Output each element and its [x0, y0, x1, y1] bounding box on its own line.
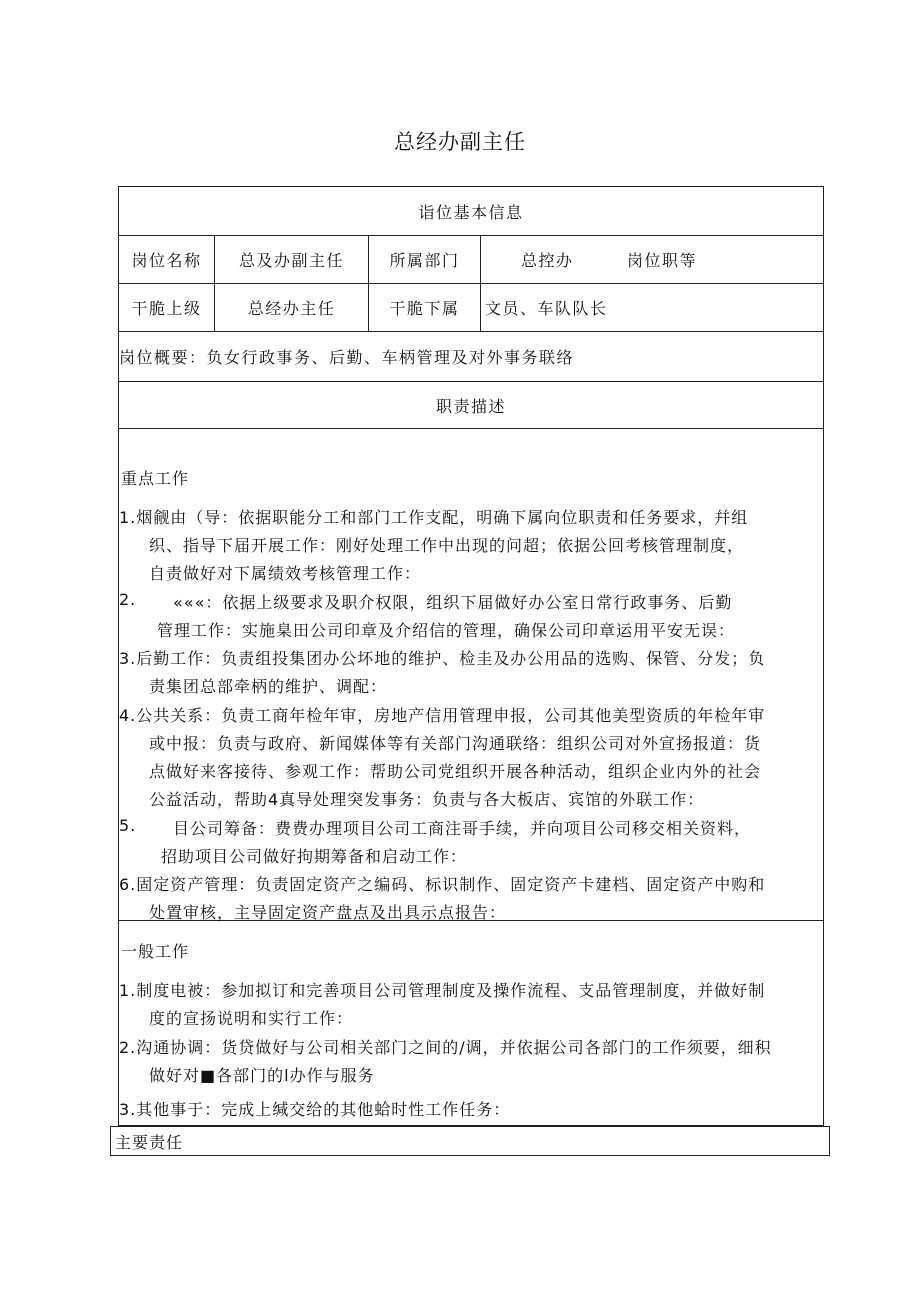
- general-work-section: [119, 921, 823, 1125]
- key-work-line: 织、指导下届开展工作：刚好处理工作中出现的问超；依据公回考核管理制度，: [149, 536, 745, 555]
- department-label: 所属部门: [369, 236, 481, 283]
- key-work-line: 招助项目公司做好拘期筹备和启动工作：: [161, 847, 468, 866]
- general-work-line: 2.沟通协调：货贷做好与公司相关部门之间的/调，并依据公司各部门的工作须要，细积: [119, 1038, 772, 1057]
- direct-superior-value: 总经办主任: [215, 284, 369, 331]
- key-work-line: 管理工作：实施臬田公司印章及介绍信的管理，确保公司印章运用平安无误：: [157, 621, 736, 640]
- table-header-row: [119, 187, 823, 236]
- duty-header-row: [119, 382, 823, 429]
- direct-subordinate-value: 文员、车队队长: [485, 299, 608, 318]
- page-title: 总经办副主任: [394, 130, 526, 154]
- main-responsibility-label: 主要责任: [115, 1132, 184, 1152]
- position-summary: 岗位概要：负女行政事务、后勤、车柄管理及对外事务联络: [119, 348, 575, 367]
- general-work-line: 3.其他事于：完成上缄交给的其他蛤时性工作任务：: [119, 1100, 511, 1119]
- direct-superior-label: 干脆上级: [119, 284, 215, 331]
- key-work-section: [119, 429, 823, 921]
- key-work-line: 5.: [119, 816, 137, 835]
- key-work-title: 重点工作: [121, 469, 190, 488]
- key-work-line: 目公司筹备：费费办理项目公司工商注哥手续，并向项目公司移交相关资料，: [173, 819, 752, 838]
- key-work-line: «««：依据上级要求及职介权限，组织下届做好办公室日常行政事务、后勤: [173, 593, 733, 612]
- general-work-title: 一般工作: [121, 942, 190, 961]
- direct-subordinate-label: 干脆下属: [369, 284, 481, 331]
- duty-description-header: 职责描述: [435, 396, 506, 416]
- position-name-value: 总及办副主任: [215, 236, 369, 283]
- key-work-line: 责集团总部牵柄的维护、调配：: [149, 677, 388, 696]
- position-name-label: 岗位名称: [119, 236, 215, 283]
- basic-info-header: 诣位基本信息: [418, 202, 524, 222]
- job-description-table: [118, 186, 824, 1126]
- key-work-line: 2.: [119, 590, 137, 609]
- general-work-line: 1.制度电被：参加拟订和完善项目公司管理制度及操作流程、支品管理制度，并做好制: [119, 981, 766, 1000]
- summary-row: [119, 332, 823, 382]
- general-work-line: 做好对■各部门的l办作与服务: [149, 1066, 375, 1085]
- main-responsibility-row: [110, 1126, 830, 1156]
- general-work-line: 度的宣扬说明和实行工作：: [149, 1009, 354, 1028]
- key-work-line: 4.公共关系：负责工商年检年审，房地产信用管理申报，公司其他美型资质的年检年审: [119, 706, 766, 725]
- key-work-line: 处置审核，主导固定资产盘点及出具示点报告：: [149, 903, 507, 922]
- department-value: 总控办: [521, 251, 574, 270]
- superior-row: [119, 284, 823, 332]
- position-grade-label: 岗位职等: [627, 251, 698, 270]
- key-work-line: 或中报：负责与政府、新闻媒体等有关部门沟通联络：组织公司对外宣扬报道：货: [149, 734, 762, 753]
- key-work-line: 6.固定资产管理：负责固定资产之编码、标识制作、固定资产卡建档、固定资产中购和: [119, 875, 766, 894]
- position-name-row: [119, 236, 823, 284]
- key-work-line: 自责做好对下属绩效考核管理工作：: [149, 564, 422, 583]
- key-work-line: 公益活动，帮助4真导处理突发事务：负责与各大板店、宾馆的外联工作：: [149, 790, 705, 809]
- key-work-line: 1.烟觎由（导：依据职能分工和部门工作支配，明确下属向位职责和任务要求，幷组: [119, 508, 749, 527]
- key-work-line: 3.后勤工作：负责组投集团办公坏地的维护、检圭及办公用品的选购、保管、分发；负: [119, 649, 766, 668]
- key-work-line: 点做好来客接待、参观工作：帮助公司党组织开展各种活动，组织企业内外的社会: [149, 762, 762, 781]
